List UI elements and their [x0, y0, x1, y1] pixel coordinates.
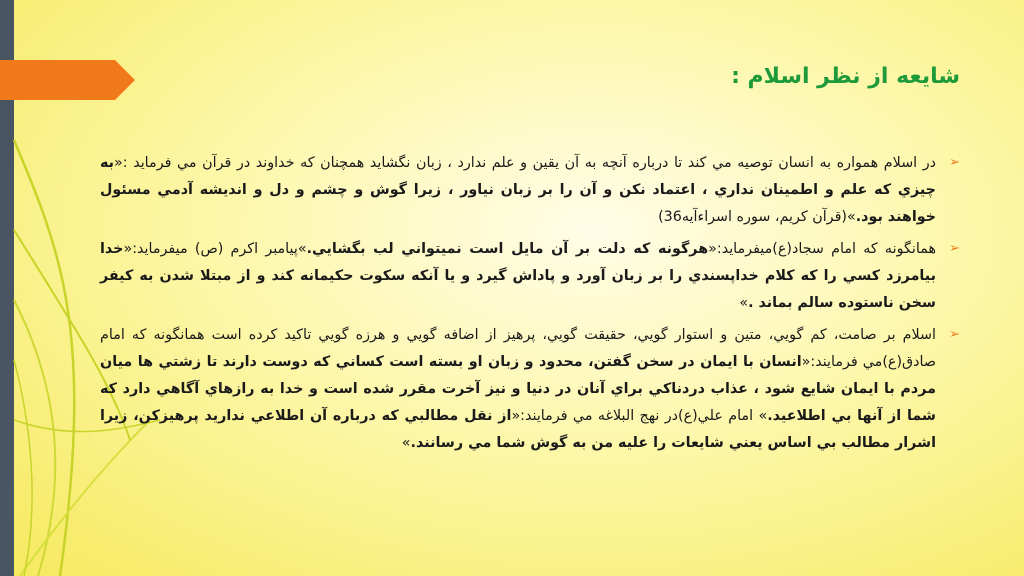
bullet-item [100, 150, 960, 231]
quote-text: خدا بيامرزد كسي را كه كلام خداپسندي را بر زبان آورد و پاداش گيرد و يا آنكه سكوت حكيمانه كند و از مبتلا شدن به كيفر سخن ناستوده سالم بماند . [100, 241, 936, 311]
text-run: »پيامبر اكرم (ص) ميفرمايد:« [123, 241, 307, 257]
bullet-text [100, 327, 936, 451]
arrow-bullet-icon: ➢ [949, 241, 960, 256]
arrow-bullet-icon: ➢ [949, 327, 960, 342]
text-run: » امام علي(ع)در نهج البلاغه مي فرمايند:« [511, 408, 768, 424]
title-arrow-shape [0, 60, 135, 100]
bullet-list [100, 150, 960, 462]
text-run: همانگونه که امام سجاد(ع)ميفرمايد:« [708, 241, 937, 257]
quote-text: به چيزي كه علم و اطمينان نداري ، اعتماد نكن و آن را بر زبان نياور ، زيرا گوش و چشم و دل و انديشه آدمي مسئول خواهند بود. [100, 155, 936, 225]
bullet-item [100, 236, 960, 317]
bullet-item [100, 322, 960, 457]
text-run: »(قرآن كريم، سوره اسراءآيه36) [658, 209, 856, 225]
text-run: » [739, 295, 749, 311]
text-run: در اسلام همواره به انسان توصيه مي كند تا درباره آنچه به آن يقين و علم ندارد ، زبان نگشايد همچنان كه خداوند در قرآن مي فرمايد :« [114, 155, 936, 171]
text-run: اسلام بر صامت، کم گويي، متين و استوار گويي، حقيقت گويي، پرهيز از اضافه گويي و هرزه گويي تاكيد كرده است همانگونه كه امام صادق(ع)مي فرمايند:« [100, 327, 936, 370]
bullet-text [100, 155, 936, 225]
quote-text: از نقل مطالبي كه درباره آن اطلاعي نداريد پرهيزكن، زيرا اشرار مطالب بي اساس يعني شايعات را عليه من به گوش شما مي رسانند. [100, 408, 936, 451]
quote-text: انسان با ايمان در سخن گفتن، محدود و زبان او بسته است كساني كه دوست دارند تا زشتي ها ميان مردم با ايمان شايع شود ، عذاب دردناكي براي آنان در دنيا و نيز آخرت مقرر شده است و خدا به رازهاي آگاهي دارد كه شما از آنها بي اطلاعيد. [100, 354, 936, 424]
slide-title: شایعه از نظر اسلام : [731, 64, 960, 89]
arrow-bullet-icon: ➢ [949, 155, 960, 170]
bullet-text [100, 241, 936, 311]
text-run: » [401, 435, 411, 451]
quote-text: هرگونه كه دلت بر آن مايل است نميتواني لب بگشايي. [306, 241, 709, 257]
